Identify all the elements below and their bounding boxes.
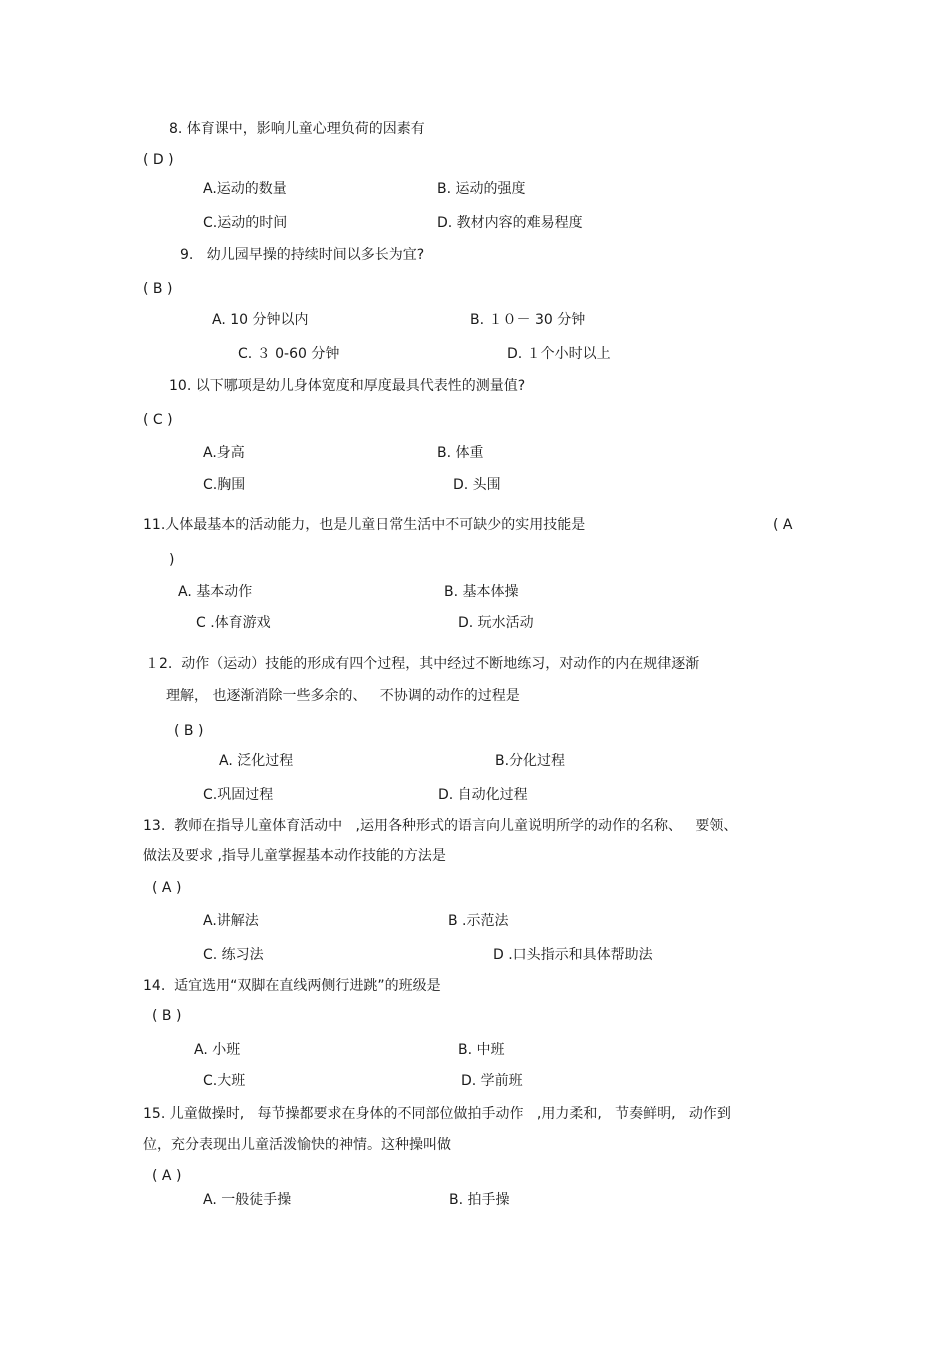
question-10-answer: ( C ): [143, 412, 173, 428]
question-14-option-b: B. 中班: [458, 1042, 505, 1058]
question-12-stem-line2: 理解， 也逐渐消除一些多余的、 不协调的动作的过程是: [166, 688, 520, 704]
question-15-option-b: B. 拍手操: [449, 1192, 510, 1208]
question-12-option-c: C.巩固过程: [203, 787, 274, 803]
question-13-stem-line2: 做法及要求 ,指导儿童掌握基本动作技能的方法是: [143, 848, 446, 864]
question-12-option-d: D. 自动化过程: [438, 787, 528, 803]
question-12-stem-line1: １2. 动作（运动）技能的形成有四个过程，其中经过不断地练习，对动作的内在规律逐渐: [145, 656, 700, 672]
question-11-answer-close: ): [169, 552, 175, 568]
question-9-answer: ( B ): [143, 281, 173, 297]
question-11-option-c: C .体育游戏: [196, 615, 271, 631]
question-14-option-a: A. 小班: [194, 1042, 241, 1058]
question-10-option-b: B. 体重: [437, 445, 484, 461]
question-10-stem: 10. 以下哪项是幼儿身体宽度和厚度最具代表性的测量值?: [169, 378, 526, 394]
question-14-option-c: C.大班: [203, 1073, 246, 1089]
question-8-option-b: B. 运动的强度: [437, 181, 526, 197]
question-12-option-b: B.分化过程: [495, 753, 566, 769]
question-12-option-a: A. 泛化过程: [219, 753, 294, 769]
question-13-answer: ( A ): [152, 880, 182, 896]
question-11-option-a: A. 基本动作: [178, 584, 253, 600]
question-12-answer: ( B ): [174, 723, 204, 739]
question-8-option-d: D. 教材内容的难易程度: [437, 215, 583, 231]
question-9-stem: 9. 幼儿园早操的持续时间以多长为宜?: [180, 247, 425, 263]
question-9-option-a: A. 10 分钟以内: [212, 312, 309, 328]
question-14-stem: 14. 适宜选用“双脚在直线两侧行进跳”的班级是: [143, 978, 441, 994]
question-10-option-a: A.身高: [203, 445, 245, 461]
question-10-option-c: C.胸围: [203, 477, 246, 493]
question-15-stem-line2: 位，充分表现出儿童活泼愉快的神情。这种操叫做: [143, 1137, 451, 1153]
question-13-option-d: D .口头指示和具体帮助法: [493, 947, 653, 963]
question-13-stem-line1: 13. 教师在指导儿童体育活动中 ,运用各种形式的语言向儿童说明所学的动作的名称、 要领、: [143, 818, 738, 834]
question-15-answer: ( A ): [152, 1168, 182, 1184]
question-8-option-c: C.运动的时间: [203, 215, 288, 231]
question-11-answer-open: ( A: [773, 517, 793, 533]
question-15-option-a: A. 一般徒手操: [203, 1192, 292, 1208]
question-11-option-d: D. 玩水活动: [458, 615, 534, 631]
question-13-option-a: A.讲解法: [203, 913, 259, 929]
question-8-stem: 8. 体育课中，影响儿童心理负荷的因素有: [169, 121, 425, 137]
question-10-option-d: D. 头围: [453, 477, 501, 493]
question-8-answer: ( D ): [143, 152, 174, 168]
question-9-option-c: C. ３ 0-60 分钟: [238, 346, 340, 362]
question-13-option-b: B .示范法: [448, 913, 509, 929]
question-11-option-b: B. 基本体操: [444, 584, 519, 600]
question-11-stem: 11.人体最基本的活动能力，也是儿童日常生活中不可缺少的实用技能是: [143, 517, 586, 533]
question-15-stem-line1: 15. 儿童做操时, 每节操都要求在身体的不同部位做拍手动作 ,用力柔和, 节奏鲜明, 动作到: [143, 1106, 731, 1122]
question-9-option-d: D. １个小时以上: [507, 346, 611, 362]
question-14-option-d: D. 学前班: [461, 1073, 523, 1089]
question-8-option-a: A.运动的数量: [203, 181, 287, 197]
question-9-option-b: B. １０－ 30 分钟: [470, 312, 586, 328]
question-14-answer: ( B ): [152, 1008, 182, 1024]
question-13-option-c: C. 练习法: [203, 947, 264, 963]
